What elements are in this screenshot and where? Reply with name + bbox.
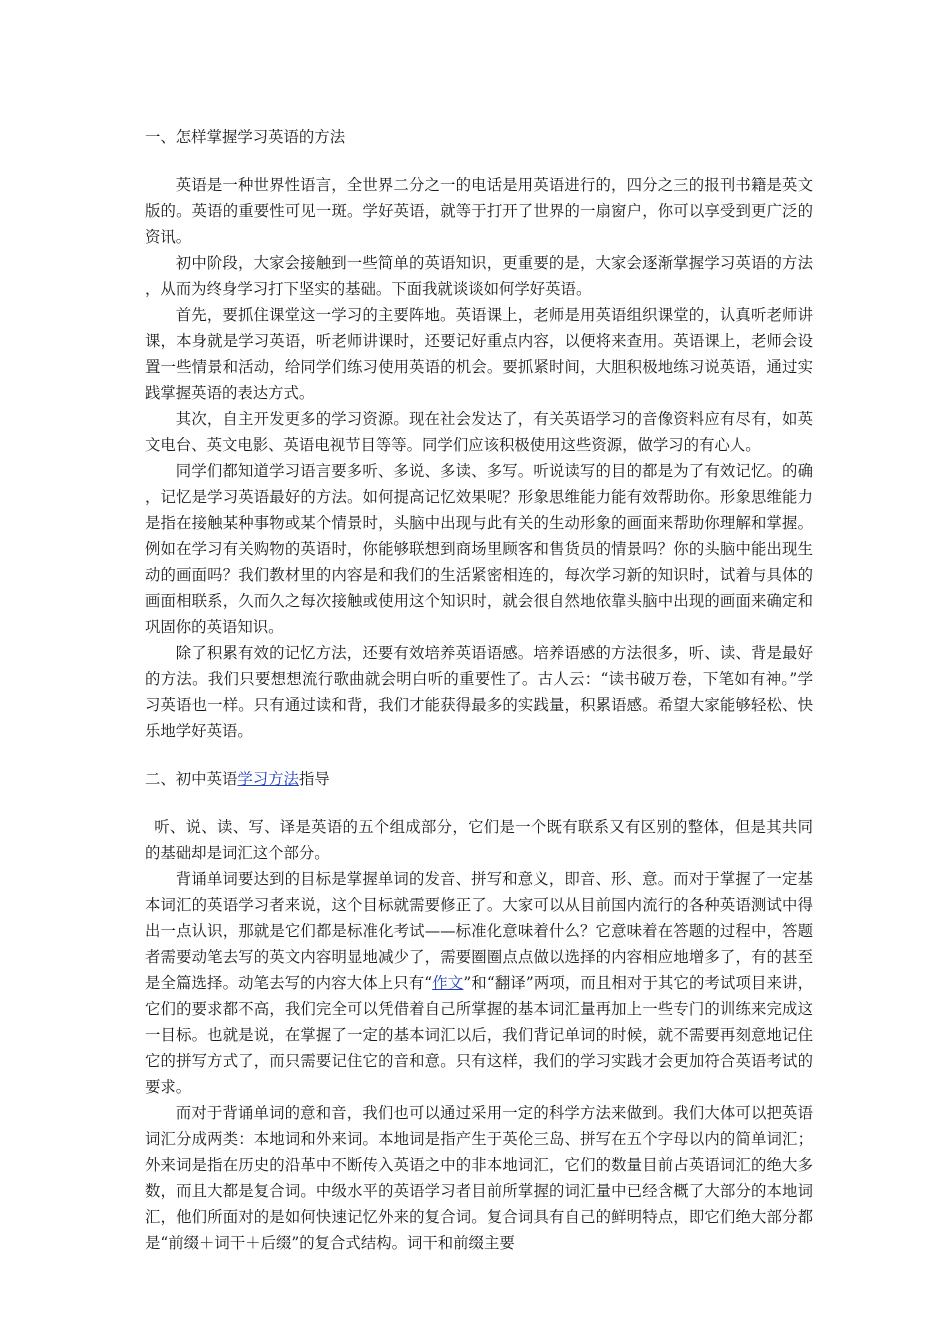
section-2-heading-prefix: 二、初中英语 <box>145 770 238 788</box>
section-2-paragraph-2 <box>145 866 813 1100</box>
section-2-paragraph-3: 而对于背诵单词的意和音，我们也可以通过采用一定的科学方法来做到。我们大体可以把英语词汇分成两类：本地词和外来词。本地词是指产生于英伦三岛、拼写在五个字母以内的简单词汇；外来词是指在历史的沿革中不断传入英语之中的非本地词汇，它们的数量目前占英语词汇的绝大多数，而且大都是复合词。中级水平的英语学习者目前所掌握的词汇量中已经含概了大部分的本地词汇，他们所面对的是如何快速记忆外来的复合词。复合词具有自己的鲜明特点，即它们绝大部分都是“前缀＋词干＋后缀”的复合式结构。词干和前缀主要 <box>145 1104 813 1252</box>
section-1-paragraph-4: 其次，自主开发更多的学习资源。现在社会发达了，有关英语学习的音像资料应有尽有，如英文电台、英文电影、英语电视节目等等。同学们应该积极使用这些资源，做学习的有心人。 <box>145 410 813 454</box>
composition-link[interactable]: 作文 <box>432 974 464 992</box>
section-1-paragraph-3: 首先，要抓住课堂这一学习的主要阵地。英语课上，老师是用英语组织课堂的，认真听老师讲课，本身就是学习英语，听老师讲课时，还要记好重点内容，以便将来查用。英语课上，老师会设置一些情景和活动，给同学们练习使用英语的机会。要抓紧时间，大胆积极地练习说英语，通过实践掌握英语的表达方式。 <box>145 306 813 402</box>
section-1-paragraph-1: 英语是一种世界性语言，全世界二分之一的电话是用英语进行的，四分之三的报刊书籍是英文版的。英语的重要性可见一斑。学好英语，就等于打开了世界的一扇窗户，你可以享受到更广泛的资讯。 <box>145 176 813 246</box>
section-1-paragraph-5: 同学们都知道学习语言要多听、多说、多读、多写。听说读写的目的都是为了有效记忆。的确，记忆是学习英语最好的方法。如何提高记忆效果呢？形象思维能力能有效帮助你。形象思维能力是指在接触某种事物或某个情景时，头脑中出现与此有关的生动形象的画面来帮助你理解和掌握。例如在学习有关购物的英语时，你能够联想到商场里顾客和售货员的情景吗？你的头脑中能出现生动的画面吗？我们教材里的内容是和我们的生活紧密相连的，每次学习新的知识时，试着与具体的画面相联系，久而久之每次接触或使用这个知识时，就会很自然地依靠头脑中出现的画面来确定和巩固你的英语知识。 <box>145 462 813 636</box>
section-2-heading <box>145 766 813 792</box>
section-2-heading-suffix: 指导 <box>298 770 330 788</box>
document-page <box>145 124 813 1256</box>
study-method-link[interactable]: 学习方法 <box>237 770 299 788</box>
section-2-intro-paragraph: 听、说、读、写、译是英语的五个组成部分，它们是一个既有联系又有区别的整体，但是其共同的基础却是词汇这个部分。 <box>145 818 813 862</box>
section-2-paragraph-2-part-1: 背诵单词要达到的目标是掌握单词的发音、拼写和意义，即音、形、意。而对于掌握了一定基本词汇的英语学习者来说，这个目标就需要修正了。大家可以从目前国内流行的各种英语测试中得出一点认识，那就是它们都是标准化考试——标准化意味着什么？它意味着在答题的过程中，答题者需要动笔去写的英文内容明显地减少了，需要圈圈点点做以选择的内容相应地增多了，有的甚至是全篇选择。动笔去写的内容大体上只有“ <box>145 870 813 992</box>
section-1-paragraph-2: 初中阶段，大家会接触到一些简单的英语知识，更重要的是，大家会逐渐掌握学习英语的方法，从而为终身学习打下坚实的基础。下面我就谈谈如何学好英语。 <box>145 254 813 298</box>
section-1-paragraph-6: 除了积累有效的记忆方法，还要有效培养英语语感。培养语感的方法很多，听、读、背是最好的方法。我们只要想想流行歌曲就会明白听的重要性了。古人云：“读书破万卷，下笔如有神。”学习英语也一样。只有通过读和背，我们才能获得最多的实践量，积累语感。希望大家能够轻松、快乐地学好英语。 <box>145 644 813 740</box>
section-1-heading: 一、怎样掌握学习英语的方法 <box>145 128 346 146</box>
section-2-paragraph-2-part-2: ”和“翻译”两项，而且相对于其它的考试项目来讲，它们的要求都不高，我们完全可以凭借着自己所掌握的基本词汇量再加上一些专门的训练来完成这一目标。也就是说，在掌握了一定的基本词汇以后，我们背记单词的时候，就不需要再刻意地记住它的拼写方式了，而只需要记住它的音和意。只有这样，我们的学习实践才会更加符合英语考试的要求。 <box>145 974 813 1096</box>
